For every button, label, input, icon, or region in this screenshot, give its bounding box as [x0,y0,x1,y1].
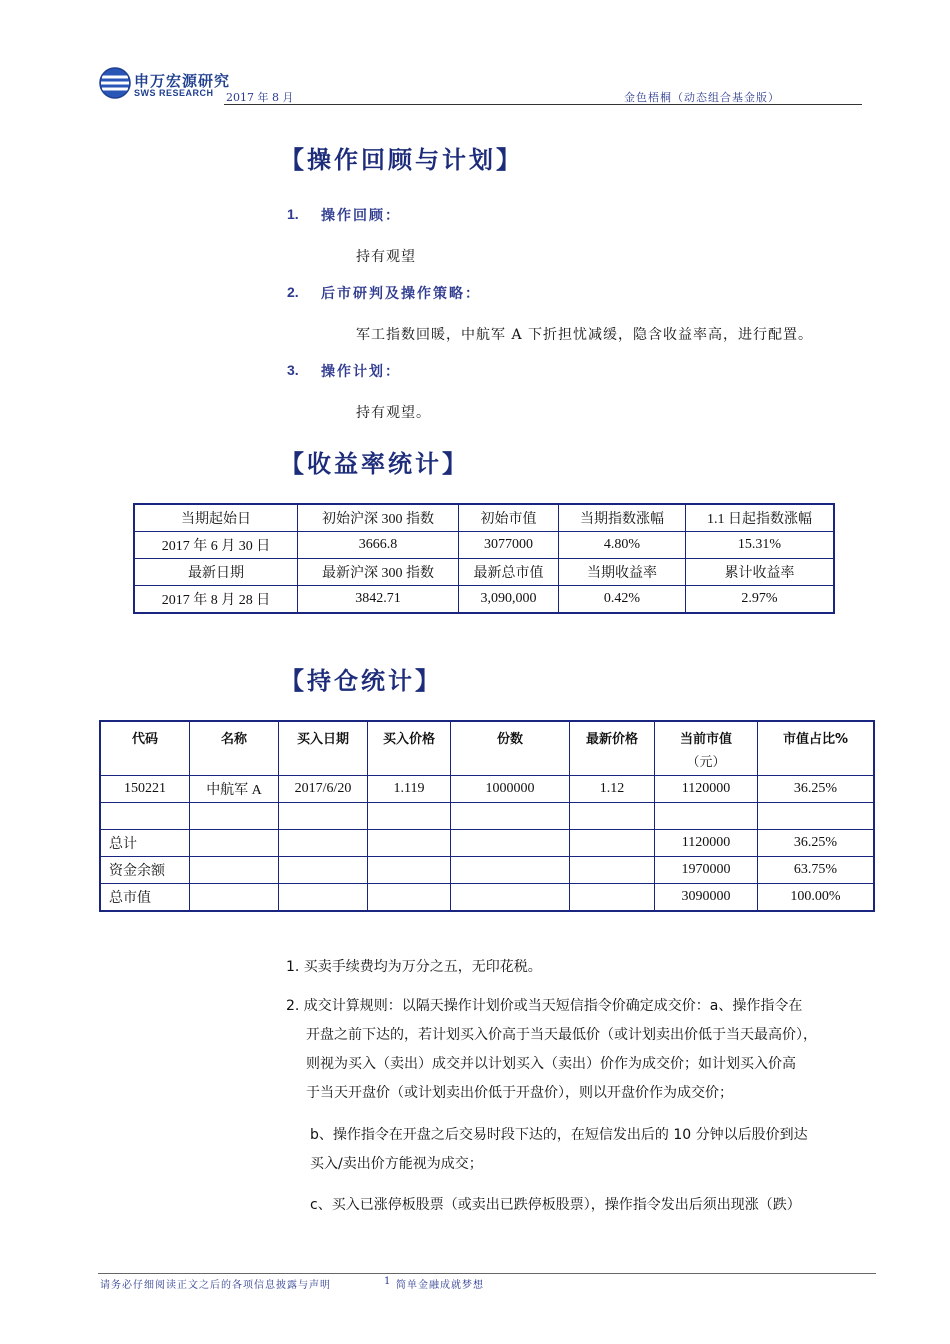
table-cell [368,857,451,884]
report-title: 金色梧桐（动态组合基金版） [624,91,780,104]
section-heading-ops: 【操作回顾与计划】 [280,146,523,174]
section-heading-returns: 【收益率统计】 [280,450,469,478]
table-row [100,830,874,857]
column-header: 买入价格 [368,721,451,776]
table-cell: 4.80% [559,532,686,559]
table-cell: 100.00% [758,884,875,912]
footer-divider [98,1273,876,1274]
column-header [655,721,758,776]
table-cell: 累计收益率 [686,559,835,586]
table-cell: 1120000 [655,830,758,857]
table-cell [279,884,368,912]
table-cell: 15.31% [686,532,835,559]
table-cell: 2017/6/20 [279,776,368,803]
note-2-line: 开盘之前下达的，若计划买入价高于当天最低价（或计划卖出价低于当天最高价）， [306,1027,817,1043]
table-header-row [100,721,874,776]
table-cell: 3090000 [655,884,758,912]
column-header-label: 当前市值 [679,732,732,747]
table-cell [279,803,368,830]
table-cell [451,803,570,830]
table-cell [570,884,655,912]
table-row [134,559,834,586]
brand-name-cn: 申万宏源研究 [134,72,231,90]
table-row [134,532,834,559]
item-label: 操作回顾： [321,208,401,224]
table-cell [368,884,451,912]
table-cell [190,884,279,912]
holdings-table [99,720,875,912]
item-label: 后市研判及操作策略： [321,286,481,302]
section-heading-holdings: 【持仓统计】 [280,667,442,695]
item-label: 操作计划： [321,364,401,380]
table-cell: 3666.8 [298,532,459,559]
column-header: 买入日期 [279,721,368,776]
column-header: 最新价格 [570,721,655,776]
table-cell [368,803,451,830]
table-cell: 1.1 日起指数涨幅 [686,504,835,532]
item-number: 2. [287,284,299,300]
table-cell: 36.25% [758,776,875,803]
table-cell: 1120000 [655,776,758,803]
table-cell: 3077000 [459,532,559,559]
column-header: 份数 [451,721,570,776]
column-header: 市值占比% [758,721,875,776]
table-cell: 36.25% [758,830,875,857]
table-cell [570,803,655,830]
brand-name-en: SWS RESEARCH [134,88,214,98]
table-cell: 2017 年 8 月 28 日 [134,586,298,614]
table-cell [190,857,279,884]
report-date: 2017 年 8 月 [226,91,294,104]
table-cell [279,830,368,857]
table-cell [100,803,190,830]
table-row [100,884,874,912]
table-cell: 2.97% [686,586,835,614]
table-cell [279,857,368,884]
table-cell: 最新总市值 [459,559,559,586]
item-text: 军工指数回暖，中航军 A 下折担忧减缓，隐含收益率高，进行配置。 [356,327,814,343]
table-cell: 1.119 [368,776,451,803]
table-cell: 1000000 [451,776,570,803]
table-cell: 中航军 A [190,776,279,803]
item-number: 1. [287,206,299,222]
returns-table [133,503,835,614]
table-row [100,776,874,803]
table-cell [451,884,570,912]
table-cell: 3,090,000 [459,586,559,614]
table-row [100,803,874,830]
footer-slogan: 简单金融成就梦想 [396,1280,484,1291]
table-cell: 1970000 [655,857,758,884]
table-cell [451,830,570,857]
table-cell: 资金余额 [100,857,190,884]
table-cell: 总计 [100,830,190,857]
item-text: 持有观望。 [356,405,431,421]
table-cell: 初始市值 [459,504,559,532]
note-1: 1. 买卖手续费均为万分之五，无印花税。 [286,959,542,975]
note-2-line: 则视为买入（卖出）成交并以计划买入（卖出）价作为成交价；如计划买入价高 [306,1056,796,1072]
table-row [100,857,874,884]
table-cell [570,857,655,884]
note-2-line: 于当天开盘价（或计划卖出价低于开盘价），则以开盘价作为成交价； [306,1085,733,1101]
table-cell: 最新日期 [134,559,298,586]
table-row [134,504,834,532]
table-cell: 当期起始日 [134,504,298,532]
table-cell [190,803,279,830]
note-2-line: 2. 成交计算规则：以隔天操作计划价或当天短信指令价确定成交价：a、操作指令在 [286,998,803,1014]
column-header-unit: （元） [686,755,726,770]
table-cell [655,803,758,830]
table-cell [190,830,279,857]
table-cell: 0.42% [559,586,686,614]
table-cell: 3842.71 [298,586,459,614]
table-cell [368,830,451,857]
header-divider [224,104,862,105]
page-number: 1 [384,1276,392,1287]
table-cell: 150221 [100,776,190,803]
table-cell [758,803,875,830]
item-text: 持有观望 [356,249,416,265]
note-b-line: 买入/卖出价方能视为成交； [310,1156,483,1172]
table-cell [451,857,570,884]
table-cell: 当期收益率 [559,559,686,586]
footer-disclaimer: 请务必仔细阅读正文之后的各项信息披露与声明 [100,1280,331,1291]
table-cell: 最新沪深 300 指数 [298,559,459,586]
column-header: 代码 [100,721,190,776]
table-row [134,586,834,614]
note-b-line: b、操作指令在开盘之后交易时段下达的，在短信发出后的 10 分钟以后股价到达 [310,1127,808,1143]
table-cell: 当期指数涨幅 [559,504,686,532]
table-cell [570,830,655,857]
table-cell: 63.75% [758,857,875,884]
table-cell: 初始沪深 300 指数 [298,504,459,532]
item-number: 3. [287,362,299,378]
table-cell: 2017 年 6 月 30 日 [134,532,298,559]
column-header: 名称 [190,721,279,776]
note-c-line: c、买入已涨停板股票（或卖出已跌停板股票），操作指令发出后须出现涨（跌） [310,1197,801,1213]
table-cell: 1.12 [570,776,655,803]
table-cell: 总市值 [100,884,190,912]
